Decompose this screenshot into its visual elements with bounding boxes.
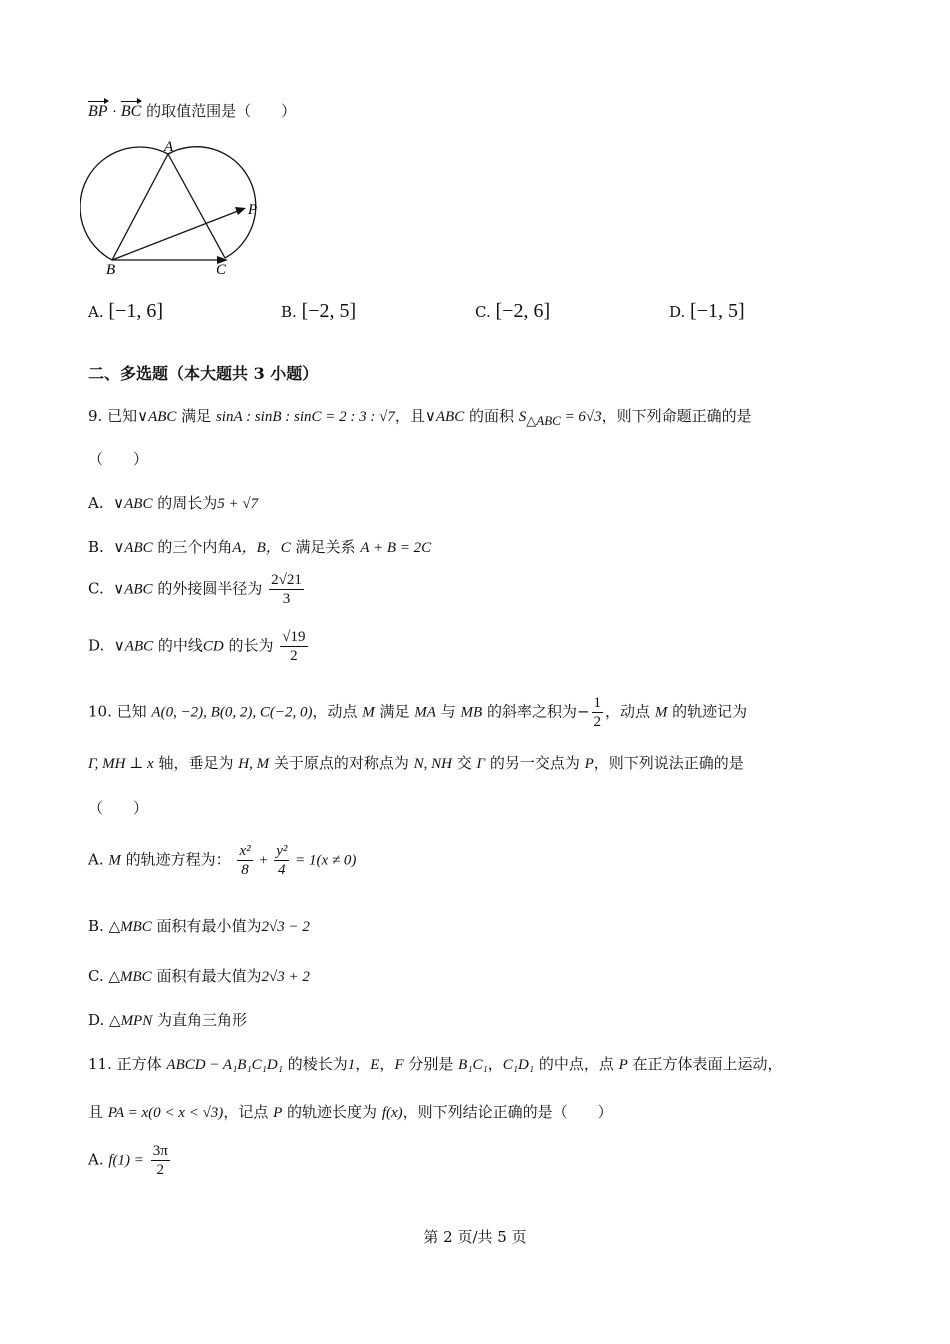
q9-option-b[interactable]: B. ∨ABC 的三个内角A，B，C 满足关系 A + B = 2C (88, 538, 432, 556)
label-a: A (164, 140, 174, 155)
label-b: B (106, 262, 116, 278)
vector-bp-line (112, 211, 238, 260)
segment-ab (112, 154, 168, 260)
q8-option-b[interactable]: B. [−2, 5] (281, 300, 357, 322)
q10-option-b[interactable]: B. △MBC 面积有最小值为2√3 − 2 (88, 917, 310, 935)
vector-bp: BP (88, 103, 108, 120)
fraction: $\frac{1}{2}$ (593, 695, 602, 730)
q10-paren: （ ） (88, 799, 149, 817)
q10-option-c[interactable]: C. △MBC 面积有最大值为2√3 + 2 (88, 967, 310, 985)
q8-option-c[interactable]: C. [−2, 6] (475, 300, 551, 322)
q9-paren: （ ） (88, 450, 149, 468)
q10-stem-line1: 10. 已知 A(0, −2), B(0, 2), C(−2, 0)，动点 M 满足 MA 与 MB 的斜率之积为− $\frac{1}{2}$ ，动点 M 的轨迹记为 (88, 695, 748, 730)
q9-option-a[interactable]: A. ∨ABC 的周长为5 + √7 (88, 494, 259, 512)
segment-ac (168, 154, 225, 258)
fraction: $\frac{√19}{2}$ (282, 629, 306, 664)
q8-option-a[interactable]: A. [−1, 6] (88, 300, 163, 322)
q9-option-d[interactable]: D. ∨ABC 的中线CD 的长为 $\frac{√19}{2}$ (88, 629, 306, 664)
q9-option-c[interactable]: C. ∨ABC 的外接圆半径为 $\frac{2√21}{3}$ (88, 572, 302, 607)
q9-stem: 9. 已知∨ABC 满足 sinA : sinB : sinC = 2 : 3 : √7，且∨ABC 的面积 $S_{\triangle ABC} = 6√3$，则下列命题正确的是 (88, 407, 752, 428)
label-p: P (248, 202, 258, 218)
right-arc (168, 147, 256, 258)
page-footer: 第 2 页/共 5 页 (423, 1228, 527, 1246)
label-c: C (216, 262, 227, 278)
fraction: $\frac{\text{y²}}{4}$ (276, 843, 288, 878)
vector-bc: BC (120, 103, 142, 120)
section-heading: 二、多选题（本大题共 3 小题） (88, 364, 319, 383)
q8-stem: BP · BC 的取值范围是（ ） (88, 102, 297, 120)
q8-option-d[interactable]: D. [−1, 5] (669, 300, 745, 322)
q10-stem-line2: Γ, MH ⊥ x 轴，垂足为 H, M 关于原点的对称点为 N, NH 交 Γ 的另一交点为 P，则下列说法正确的是 (88, 754, 744, 772)
q10-option-a[interactable]: A. M 的轨迹方程为： $\frac{\text{x²}}{8}$ + $\frac{\text{y²}}{4}$ = 1(x ≠ 0) (88, 843, 357, 878)
q11-stem-line2: 且 PA = x(0 < x < √3)，记点 P 的轨迹长度为 f(x)，则下列结论正确的是（ ） (88, 1103, 613, 1121)
fraction: $\frac{\text{x²}}{8}$ (239, 843, 251, 878)
q11-option-a[interactable]: A. f(1) = $\frac{3\pi}{2}$ (88, 1143, 168, 1178)
q10-option-d[interactable]: D. △MPN 为直角三角形 (88, 1011, 248, 1029)
q11-stem-line1: 11. 正方体 ABCD − A₁B₁C₁D₁ 的棱长为1，E，F 分别是 B₁C₁，C₁D₁ 的中点，点 P 在正方体表面上运动， (88, 1055, 783, 1073)
fraction: $\frac{2√21}{3}$ (271, 572, 302, 607)
fraction: $\frac{3\pi}{2}$ (152, 1143, 168, 1178)
q8-figure (80, 140, 280, 280)
arrow-head-p (235, 207, 246, 215)
